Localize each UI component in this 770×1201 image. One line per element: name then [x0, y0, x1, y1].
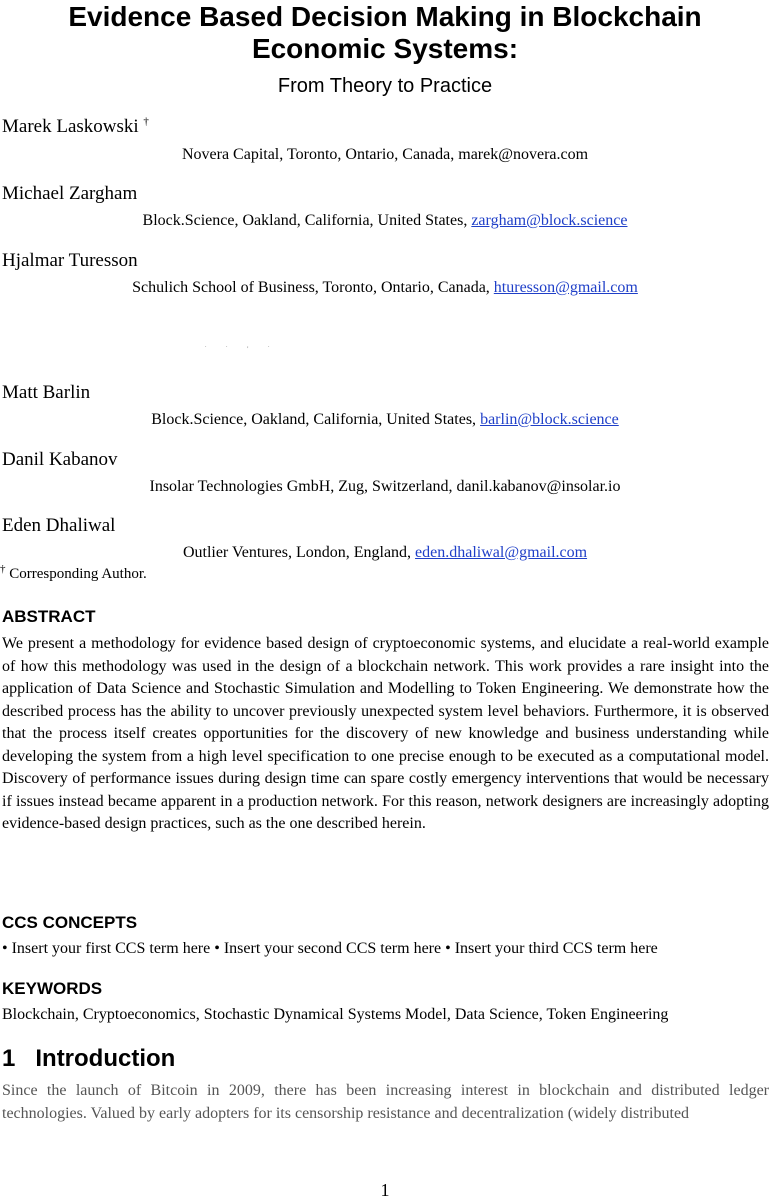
author-name-3: Hjalmar Turesson [2, 250, 138, 271]
introduction-text: Since the launch of Bitcoin in 2009, there has been increasing interest in blockchain and distributed ledger technologies. Valued by early adopters for its censorship resistance and decentralization (widely distributed [2, 1082, 769, 1122]
author-name-1: Marek Laskowski † [2, 115, 149, 137]
author-email-link-3[interactable]: hturesson@gmail.com [493, 279, 638, 296]
author-affiliation-4: Block.Science, Oakland, California, United States, barlin@block.science [151, 411, 619, 428]
introduction-heading: 1 Introduction [2, 1045, 176, 1072]
keywords-text: Blockchain, Cryptoeconomics, Stochastic Dynamical Systems Model, Data Science, Token Engineering [2, 1006, 669, 1023]
author-email-5: danil.kabanov@insolar.io [456, 478, 621, 495]
dagger-mark: † [0, 563, 6, 575]
author-affiliation-6: Outlier Ventures, London, England, eden.dhaliwal@gmail.com [182, 544, 588, 561]
author-email-link-6[interactable]: eden.dhaliwal@gmail.com [415, 544, 588, 561]
author-affiliation-2: Block.Science, Oakland, California, United States, zargham@block.science [142, 212, 628, 229]
abstract-text: We present a methodology for evidence based design of cryptoeconomic systems, and elucidate a real-world example of how this methodology was used in the design of a blockchain network. This work provides a rare insight into the application of Data Science and Stochastic Simulation and Modelling to Token Engineering. We demonstrate how the described process has the ability to uncover previously unexpected system level behaviors. Furthermore, it is observed that the process itself creates opportunities for the discovery of new knowledge and business understanding while developing the system from a high level specification to one precise enough to be executed as a computational model. Discovery of performance issues during design time can spare costly emergency interventions that would be necessary if issues instead became apparent in a production network. For this reason, network designers are increasingly adopting evidence-based design practices, such as the one described herein. [2, 635, 769, 832]
author-name-6: Eden Dhaliwal [2, 515, 116, 536]
author-affiliation-3: Schulich School of Business, Toronto, Ontario, Canada, hturesson@gmail.com [132, 279, 638, 296]
corresponding-author-note: † Corresponding Author. [0, 563, 147, 582]
paper-title-line-1: Evidence Based Decision Making in Blockchain [68, 1, 702, 32]
dagger-mark: † [143, 115, 149, 128]
author-email-1: marek@novera.com [458, 146, 589, 163]
ccs-concepts-heading: CCS CONCEPTS [2, 913, 138, 932]
section-number: 1 [2, 1045, 16, 1072]
author-name-4: Matt Barlin [2, 382, 91, 403]
author-email-link-4[interactable]: barlin@block.science [480, 411, 619, 428]
author-email-link-2[interactable]: zargham@block.science [471, 212, 628, 229]
faint-artifact-marks: . . , . [205, 343, 279, 349]
paper-title-line-2: Economic Systems: [251, 33, 519, 64]
author-name-2: Michael Zargham [2, 183, 138, 204]
paper-subtitle: From Theory to Practice [277, 75, 493, 97]
keywords-heading: KEYWORDS [2, 979, 103, 998]
ccs-concepts-text: • Insert your first CCS term here • Insert your second CCS term here • Insert your third CCS term here [2, 940, 658, 957]
author-affiliation-5: Insolar Technologies GmbH, Zug, Switzerland, danil.kabanov@insolar.io [149, 478, 621, 495]
author-affiliation-1: Novera Capital, Toronto, Ontario, Canada, marek@novera.com [181, 146, 589, 163]
author-name-5: Danil Kabanov [2, 449, 118, 470]
page-number: 1 [380, 1180, 390, 1200]
abstract-heading: ABSTRACT [2, 607, 96, 626]
